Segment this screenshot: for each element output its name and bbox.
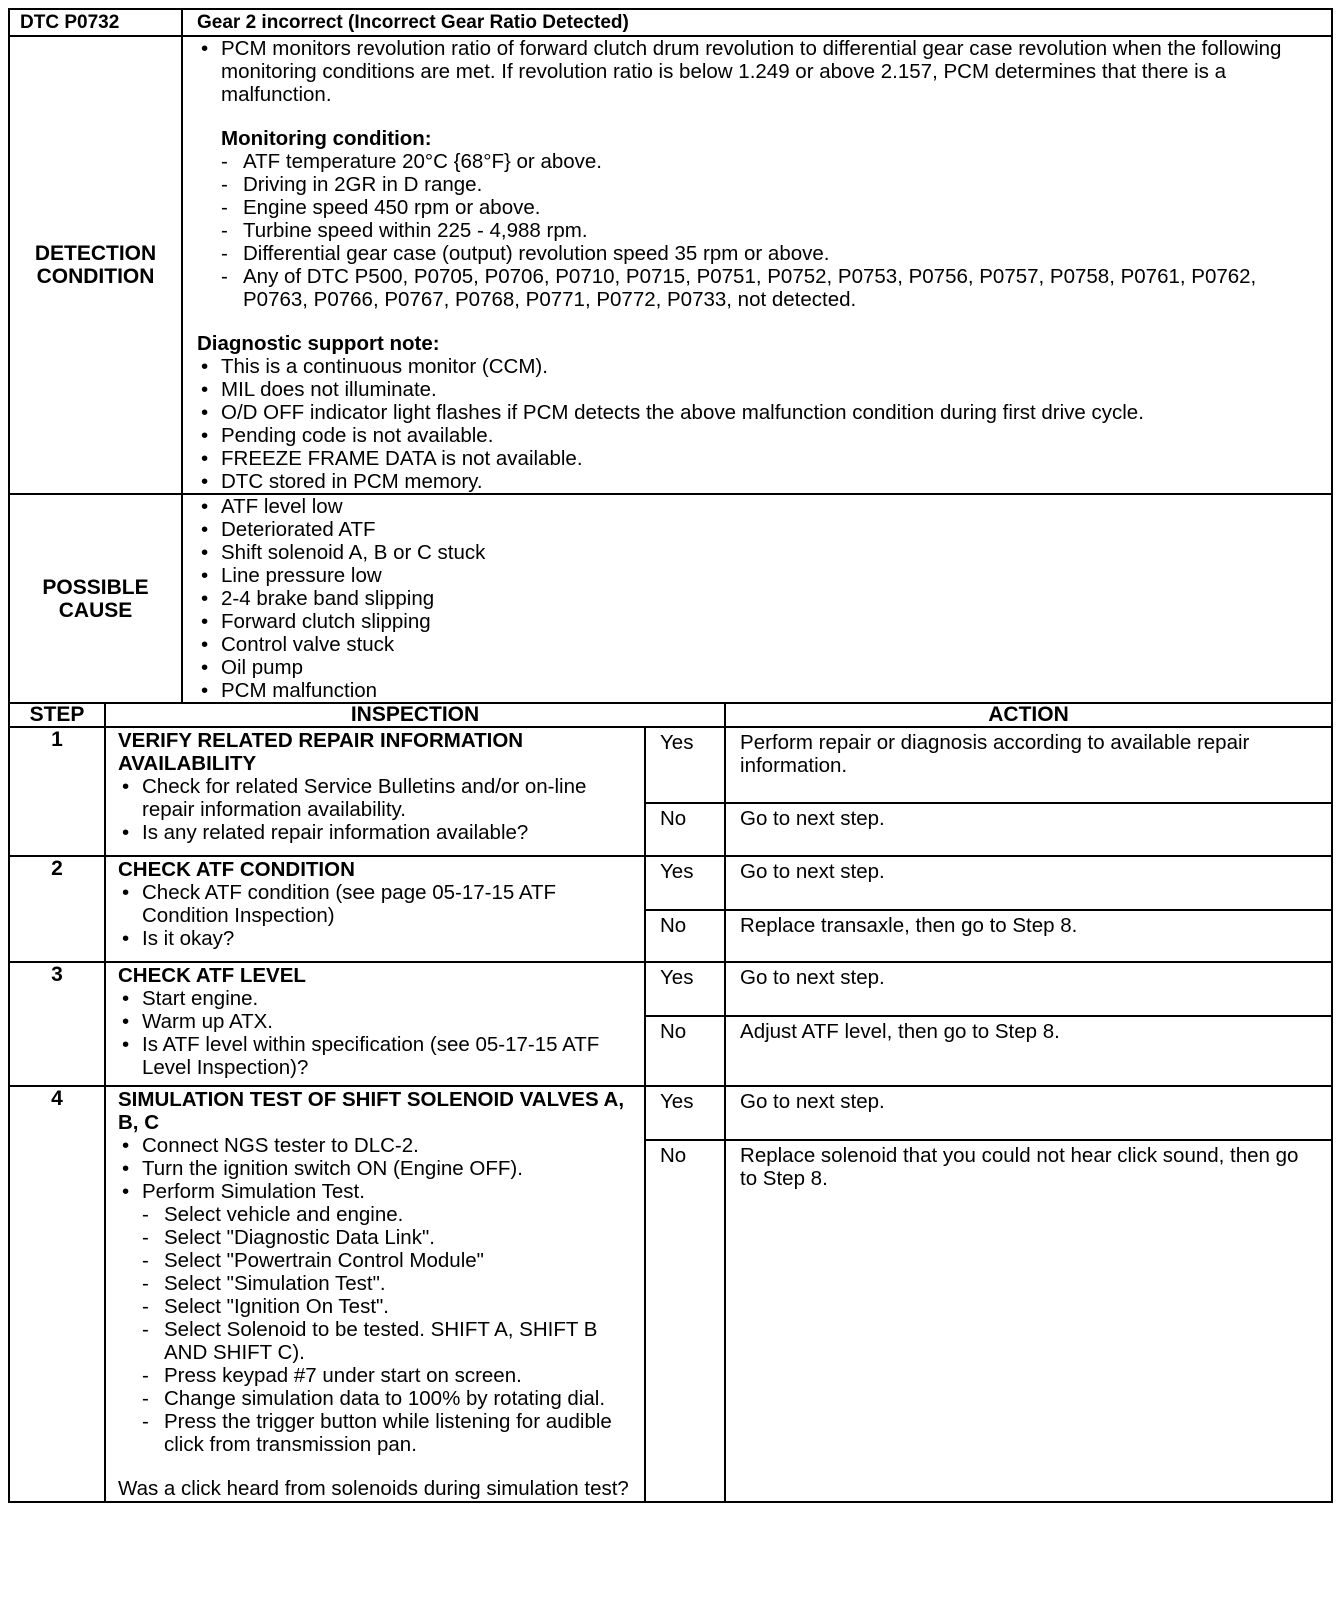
yes-action: Perform repair or diagnosis according to available repair information. [725,727,1332,803]
cause-item: • Line pressure low [197,564,1321,587]
detection-label [9,36,182,494]
cause-content [182,494,1332,703]
step-column-header: STEP [9,703,105,727]
step-item: • Is any related repair information available? [118,821,632,844]
cause-item: • Forward clutch slipping [197,610,1321,633]
yes-label: Yes [645,856,725,910]
no-label: No [645,803,725,856]
cause-label-line1: POSSIBLE [42,575,149,599]
monitoring-item: - ATF temperature 20°C {68°F} or above. [197,150,1321,173]
step-item: • Turn the ignition switch ON (Engine OFF). [118,1157,632,1180]
yes-action: Go to next step. [725,962,1332,1016]
yes-label: Yes [645,962,725,1016]
dtc-info-table [8,8,1333,704]
cause-item: • Control valve stuck [197,633,1321,656]
step-subitem: - Select Solenoid to be tested. SHIFT A, SHIFT B AND SHIFT C). [118,1318,632,1364]
cause-label [9,494,182,703]
step-number: 3 [9,962,105,1086]
no-action: Adjust ATF level, then go to Step 8. [725,1016,1332,1086]
no-action: Replace transaxle, then go to Step 8. [725,910,1332,962]
step-item: • Is it okay? [118,927,632,950]
step-number: 2 [9,856,105,962]
no-action: Replace solenoid that you could not hear click sound, then go to Step 8. [725,1140,1332,1502]
cause-row [9,494,1332,703]
support-item: • O/D OFF indicator light flashes if PCM detects the above malfunction condition during first drive cycle. [197,401,1321,424]
step-subitem: - Change simulation data to 100% by rotating dial. [118,1387,632,1410]
monitoring-title: Monitoring condition: [221,127,432,150]
dtc-sheet [8,8,1333,1503]
dtc-title: Gear 2 incorrect (Incorrect Gear Ratio Detected) [182,9,1332,36]
step-item: • Check for related Service Bulletins and/or on-line repair information availability. [118,775,632,821]
no-label: No [645,1016,725,1086]
support-item: • FREEZE FRAME DATA is not available. [197,447,1321,470]
step-title: SIMULATION TEST OF SHIFT SOLENOID VALVES A, B, C [118,1088,625,1134]
action-column-header: ACTION [725,703,1332,727]
steps-table [8,702,1333,1503]
no-label: No [645,910,725,962]
detection-intro: • PCM monitors revolution ratio of forward clutch drum revolution to differential gear case revolution when the following monitoring conditions are met. If revolution ratio is below 1.249 or above 2.157, PCM determines that there is a malfunction. [197,37,1321,106]
steps-header-row [9,703,1332,727]
step-row [9,856,1332,910]
step-item: • Perform Simulation Test. [118,1180,632,1203]
step-question: Was a click heard from solenoids during simulation test? [118,1477,629,1500]
no-label: No [645,1140,725,1502]
no-action: Go to next step. [725,803,1332,856]
step-subitem: - Select "Diagnostic Data Link". [118,1226,632,1249]
dtc-header-row [9,9,1332,36]
step-row [9,1086,1332,1140]
step-inspection [105,727,645,856]
step-subitem: - Press keypad #7 under start on screen. [118,1364,632,1387]
step-subitem: - Select "Simulation Test". [118,1272,632,1295]
step-title: CHECK ATF CONDITION [118,858,355,881]
cause-item: • 2-4 brake band slipping [197,587,1321,610]
step-number: 4 [9,1086,105,1502]
support-item: • Pending code is not available. [197,424,1321,447]
support-title: Diagnostic support note: [197,332,440,355]
step-inspection [105,1086,645,1502]
step-number: 1 [9,727,105,856]
support-item: • This is a continuous monitor (CCM). [197,355,1321,378]
dtc-code: DTC P0732 [9,9,182,36]
yes-action: Go to next step. [725,856,1332,910]
cause-item: • Oil pump [197,656,1321,679]
cause-item: • PCM malfunction [197,679,1321,702]
step-inspection [105,856,645,962]
step-item: • Start engine. [118,987,632,1010]
detection-label-line2: CONDITION [36,265,155,288]
yes-action: Go to next step. [725,1086,1332,1140]
step-title: VERIFY RELATED REPAIR INFORMATION AVAILABILITY [118,729,524,775]
step-subitem: - Select vehicle and engine. [118,1203,632,1226]
monitoring-item: - Differential gear case (output) revolution speed 35 rpm or above. [197,242,1321,265]
monitoring-item: - Engine speed 450 rpm or above. [197,196,1321,219]
step-item: • Warm up ATX. [118,1010,632,1033]
step-item: • Is ATF level within specification (see 05-17-15 ATF Level Inspection)? [118,1033,632,1079]
step-subitem: - Select "Powertrain Control Module" [118,1249,632,1272]
monitoring-item: - Any of DTC P500, P0705, P0706, P0710, P0715, P0751, P0752, P0753, P0756, P0757, P0758, P0761, P0762, P0763, P0766, P0767, P0768, P0771, P0772, P0733, not detected. [197,265,1321,311]
step-subitem: - Press the trigger button while listening for audible click from transmission pan. [118,1410,632,1456]
cause-item: • Shift solenoid A, B or C stuck [197,541,1321,564]
cause-item: • Deteriorated ATF [197,518,1321,541]
yes-label: Yes [645,727,725,803]
cause-item: • ATF level low [197,495,1321,518]
detection-content [182,36,1332,494]
support-item: • DTC stored in PCM memory. [197,470,1321,493]
cause-label-line2: CAUSE [58,598,133,622]
detection-label-line1: DETECTION [34,242,157,265]
step-title: CHECK ATF LEVEL [118,964,306,987]
step-subitem: - Select "Ignition On Test". [118,1295,632,1318]
step-item: • Check ATF condition (see page 05-17-15 ATF Condition Inspection) [118,881,632,927]
step-item: • Connect NGS tester to DLC-2. [118,1134,632,1157]
monitoring-item: - Turbine speed within 225 - 4,988 rpm. [197,219,1321,242]
step-inspection [105,962,645,1086]
support-item: • MIL does not illuminate. [197,378,1321,401]
monitoring-item: - Driving in 2GR in D range. [197,173,1321,196]
step-row [9,727,1332,803]
inspection-column-header: INSPECTION [105,703,725,727]
yes-label: Yes [645,1086,725,1140]
detection-row [9,36,1332,494]
step-row [9,962,1332,1016]
